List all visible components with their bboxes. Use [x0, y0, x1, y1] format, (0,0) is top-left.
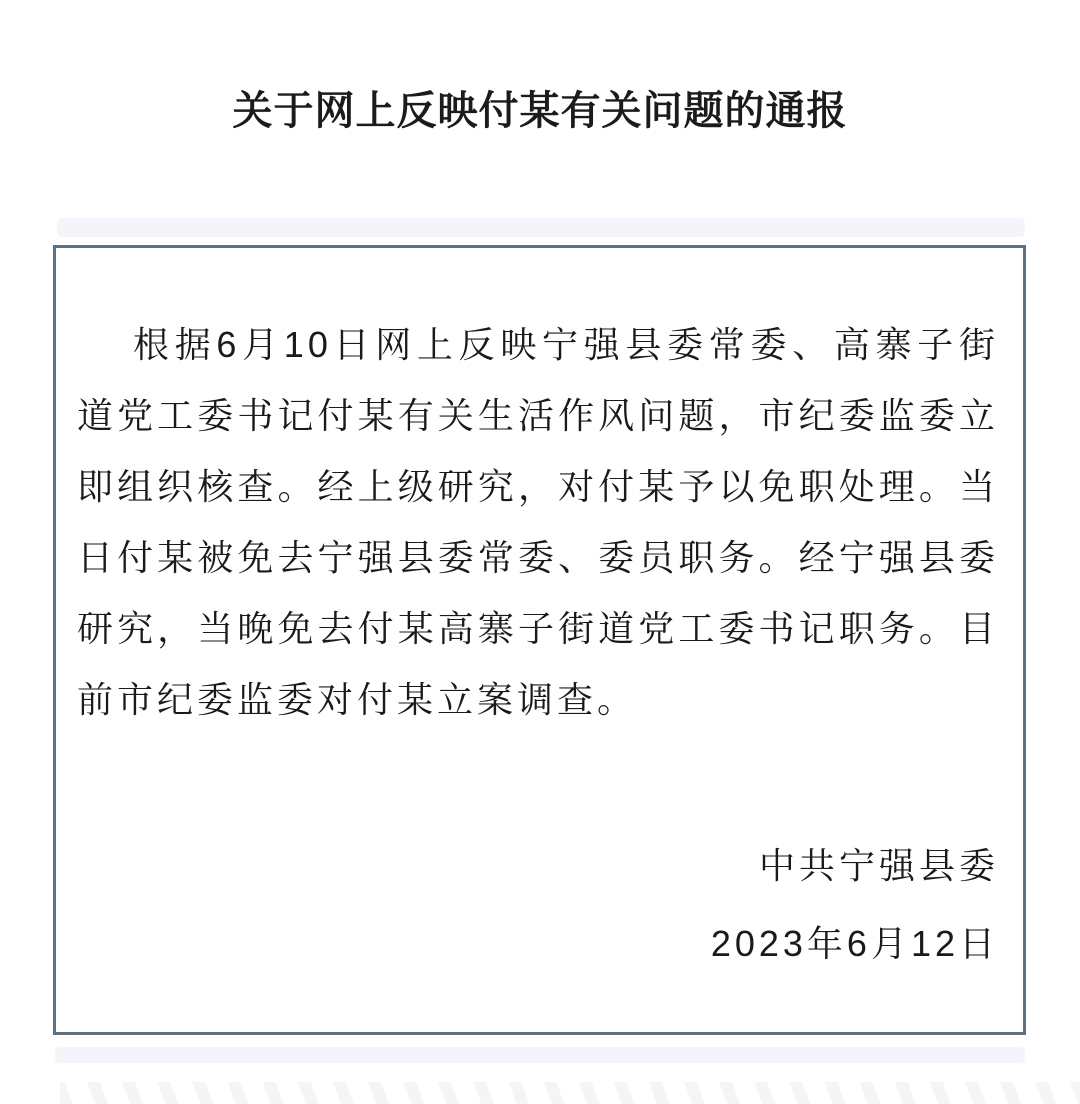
notice-body-line: 即组织核查。经上级研究，对付某予以免职处理。当: [77, 466, 999, 507]
notice-body-line: 前市纪委监委对付某立案调查。: [77, 679, 638, 720]
bottom-watermark-pattern: [60, 1082, 1080, 1104]
notice-date: 2023年6月12日: [710, 923, 999, 964]
notice-title: 关于网上反映付某有关问题的通报: [232, 88, 848, 133]
notice-body-line: 根据6月10日网上反映宁强县委常委、高寨子街: [133, 324, 999, 365]
notice-box: [53, 245, 1026, 1035]
notice-body-line: 道党工委书记付某有关生活作风问题，市纪委监委立: [77, 395, 999, 436]
notice-body-line: 研究，当晚免去付某高寨子街道党工委书记职务。目: [77, 608, 999, 649]
notice-signature: 中共宁强县委: [758, 845, 999, 886]
signature-block: [77, 827, 999, 983]
notice-body-line: 日付某被免去宁强县委常委、委员职务。经宁强县委: [77, 537, 999, 578]
top-strip-decoration: [57, 218, 1025, 237]
bottom-strip-decoration: [55, 1047, 1025, 1063]
